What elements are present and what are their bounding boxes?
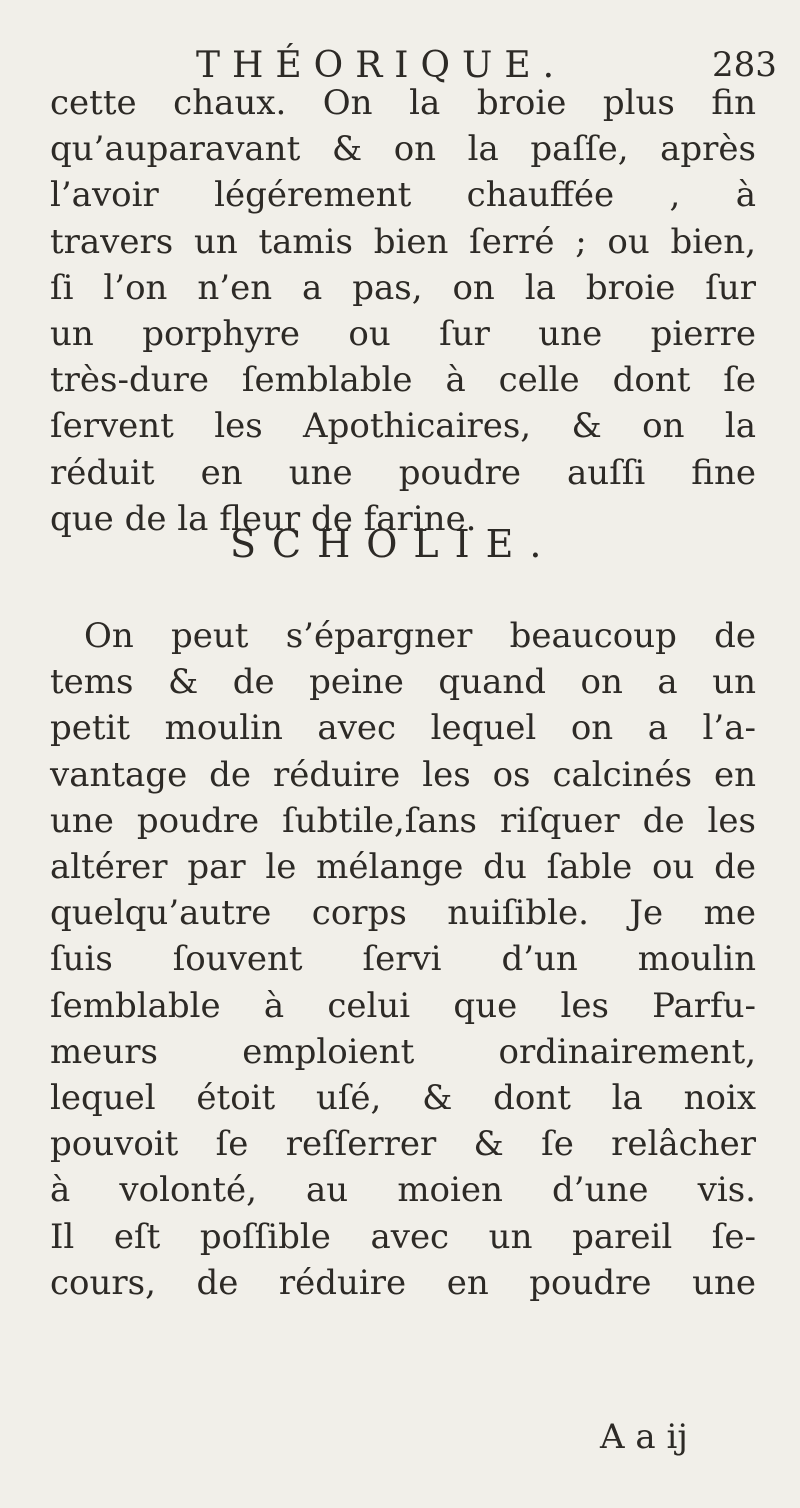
text-line: très-dure ſemblable à celle dont ſe xyxy=(50,360,756,401)
page-number: 283 xyxy=(712,45,777,85)
text-line: ſuis ſouvent ſervi d’un moulin xyxy=(50,939,756,980)
text-line: cette chaux. On la broie plus fin xyxy=(50,83,756,123)
text-line: quelqu’autre corps nuiſible. Je me xyxy=(50,893,756,934)
text-line: vantage de réduire les os calcinés en xyxy=(50,754,756,795)
text-line: cours, de réduire en poudre une xyxy=(50,1262,756,1303)
text-line: petit moulin avec lequel on a l’a- xyxy=(50,708,756,749)
paragraph-1 xyxy=(50,80,756,542)
running-head: THÉORIQUE. xyxy=(196,45,567,86)
text-line: meurs emploient ordinairement, xyxy=(50,1031,756,1072)
text-line: ſervent les Apothicaires, & on la xyxy=(50,406,756,447)
text-line: réduit en une poudre auſſi fine xyxy=(50,452,756,493)
section-title: SCHOLIE. xyxy=(230,522,558,566)
text-line: ſemblable à celui que les Parfu- xyxy=(50,985,756,1026)
text-line: une poudre ſubtile,ſans riſquer de les xyxy=(50,800,756,841)
text-line: travers un tamis bien ſerré ; ou bien, xyxy=(50,221,756,262)
text-line: qu’auparavant & on la paſſe, après xyxy=(50,129,756,170)
text-line: Il eſt poſſible avec un pareil ſe- xyxy=(50,1216,756,1257)
text-line: que de la fleur de farine. xyxy=(50,498,477,539)
text-line: lequel étoit uſé, & dont la noix xyxy=(50,1078,756,1119)
text-line: à volonté, au moien d’une vis. xyxy=(50,1170,756,1211)
text-line: l’avoir légérement chauffée , à xyxy=(50,175,756,216)
text-line: On peut s’épargner beaucoup de xyxy=(84,616,756,656)
text-line: tems & de peine quand on a un xyxy=(50,662,756,703)
text-line: altérer par le mélange du ſable ou de xyxy=(50,847,756,888)
text-line: pouvoit ſe reſſerrer & ſe relâcher xyxy=(50,1124,756,1165)
signature-mark: A a ij xyxy=(600,1417,688,1457)
paragraph-2 xyxy=(50,613,756,1306)
text-line: un porphyre ou ſur une pierre xyxy=(50,314,756,355)
text-line: ſi l’on n’en a pas, on la broie ſur xyxy=(50,267,756,308)
